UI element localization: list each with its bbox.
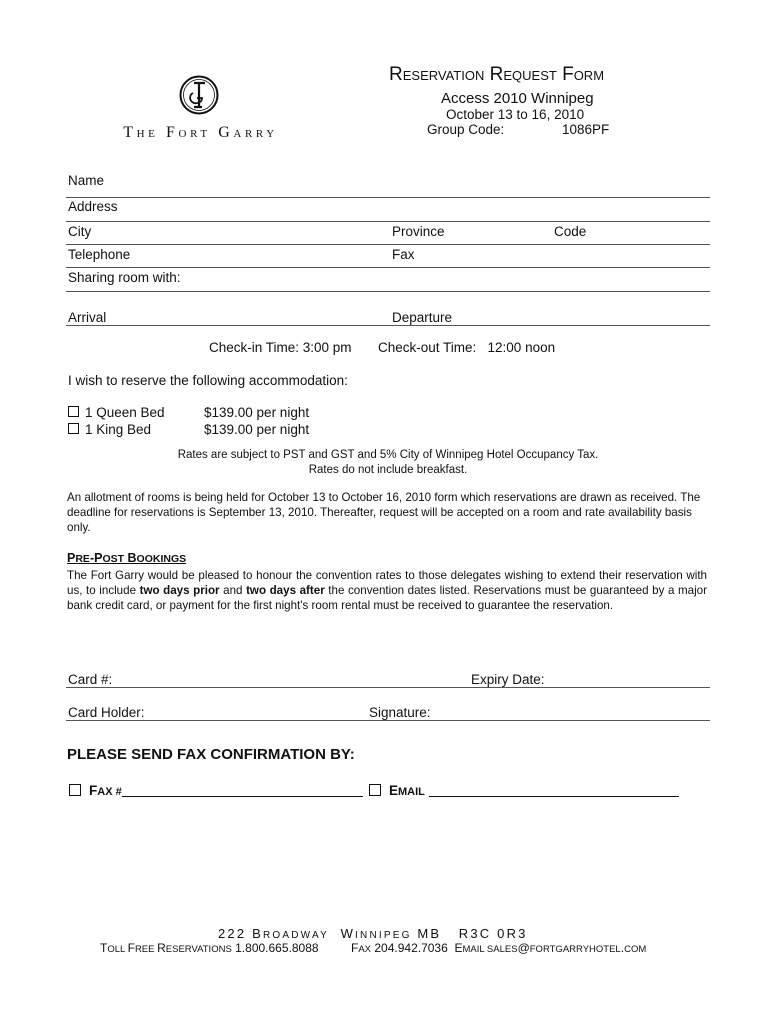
footer-toll-free: TOLL FREE RESERVATIONS 1.800.665.8088 <box>100 941 319 955</box>
event-name: Access 2010 Winnipeg <box>441 90 594 107</box>
fort-garry-monogram-icon <box>178 74 220 116</box>
breakfast-note: Rates do not include breakfast. <box>308 464 468 476</box>
allotment-paragraph: An allotment of rooms is being held for October 13 to October 16, 2010 form which reservations are drawn as received. The deadline for reservations is September 13, 2010. Thereafter, request will be accepted on a room and rate availability basis only. <box>67 491 701 534</box>
option-king[interactable] <box>68 422 151 437</box>
group-code-value: 1086PF <box>562 122 610 137</box>
email-checkbox[interactable] <box>369 784 381 796</box>
event-dates: October 13 to 16, 2010 <box>446 107 585 122</box>
telephone-line[interactable] <box>66 267 710 268</box>
fax-checkbox[interactable] <box>69 784 81 796</box>
email-blank[interactable] <box>429 784 679 797</box>
sharing-line[interactable] <box>66 291 710 292</box>
city-line[interactable] <box>66 244 710 245</box>
form-title: Reservation Request Form <box>389 64 605 85</box>
arrival-line[interactable] <box>66 325 710 326</box>
expiry-label: Expiry Date: <box>471 672 545 687</box>
tax-note: Rates are subject to PST and GST and 5% City of Winnipeg Hotel Occupancy Tax. <box>177 449 599 461</box>
footer-fax-email: FAX 204.942.7036 EMAIL SALES@FORTGARRYHOTEL.COM <box>351 941 647 955</box>
arrival-label: Arrival <box>68 310 107 325</box>
code-label: Code <box>554 224 587 239</box>
footer-address: 222 BROADWAY WINNIPEG MB R3C 0R3 <box>218 926 528 941</box>
option-queen-label: 1 Queen Bed <box>85 405 165 420</box>
prepost-paragraph: The Fort Garry would be pleased to honour the convention rates to those delegates wishing to extend their reservation with us, to include two days prior and two days after the convention dates listed. Reservations must be guaranteed by a major bank credit card, or payment for the first night's room rental must be received to guarantee the reservation. <box>67 569 707 612</box>
checkin-time: Check-in Time: 3:00 pm <box>209 340 352 355</box>
address-label: Address <box>68 199 118 214</box>
confirmation-heading: PLEASE SEND FAX CONFIRMATION BY: <box>67 746 355 763</box>
option-king-label: 1 King Bed <box>85 422 152 437</box>
name-label: Name <box>68 173 105 188</box>
fax-number-blank[interactable] <box>122 784 363 797</box>
option-queen[interactable] <box>68 405 165 420</box>
checkbox-queen[interactable] <box>68 406 79 417</box>
card-holder-label: Card Holder: <box>68 705 145 720</box>
telephone-label: Telephone <box>68 247 131 262</box>
card-line[interactable] <box>66 687 710 688</box>
departure-label: Departure <box>392 310 453 325</box>
province-label: Province <box>392 224 445 239</box>
card-number-label: Card #: <box>68 672 113 687</box>
prepost-heading: PRE-POST BOOKINGS <box>67 551 187 565</box>
card-holder-line[interactable] <box>66 720 710 721</box>
city-label: City <box>68 224 92 239</box>
checkout-time: Check-out Time: 12:00 noon <box>378 340 556 355</box>
checkbox-king[interactable] <box>68 423 79 434</box>
option-king-rate: $139.00 per night <box>204 422 310 437</box>
sharing-label: Sharing room with: <box>68 270 181 285</box>
signature-label: Signature: <box>369 705 431 720</box>
group-code-label: Group Code: <box>427 122 505 137</box>
name-line[interactable] <box>66 197 710 198</box>
fax-label: Fax <box>392 247 415 262</box>
email-option[interactable]: EMAIL <box>369 783 679 798</box>
fax-option[interactable]: FAX # <box>69 783 363 798</box>
accommodation-intro: I wish to reserve the following accommodation: <box>68 373 348 388</box>
option-queen-rate: $139.00 per night <box>204 405 310 420</box>
hotel-name: The Fort Garry <box>123 124 278 141</box>
address-line[interactable] <box>66 221 710 222</box>
